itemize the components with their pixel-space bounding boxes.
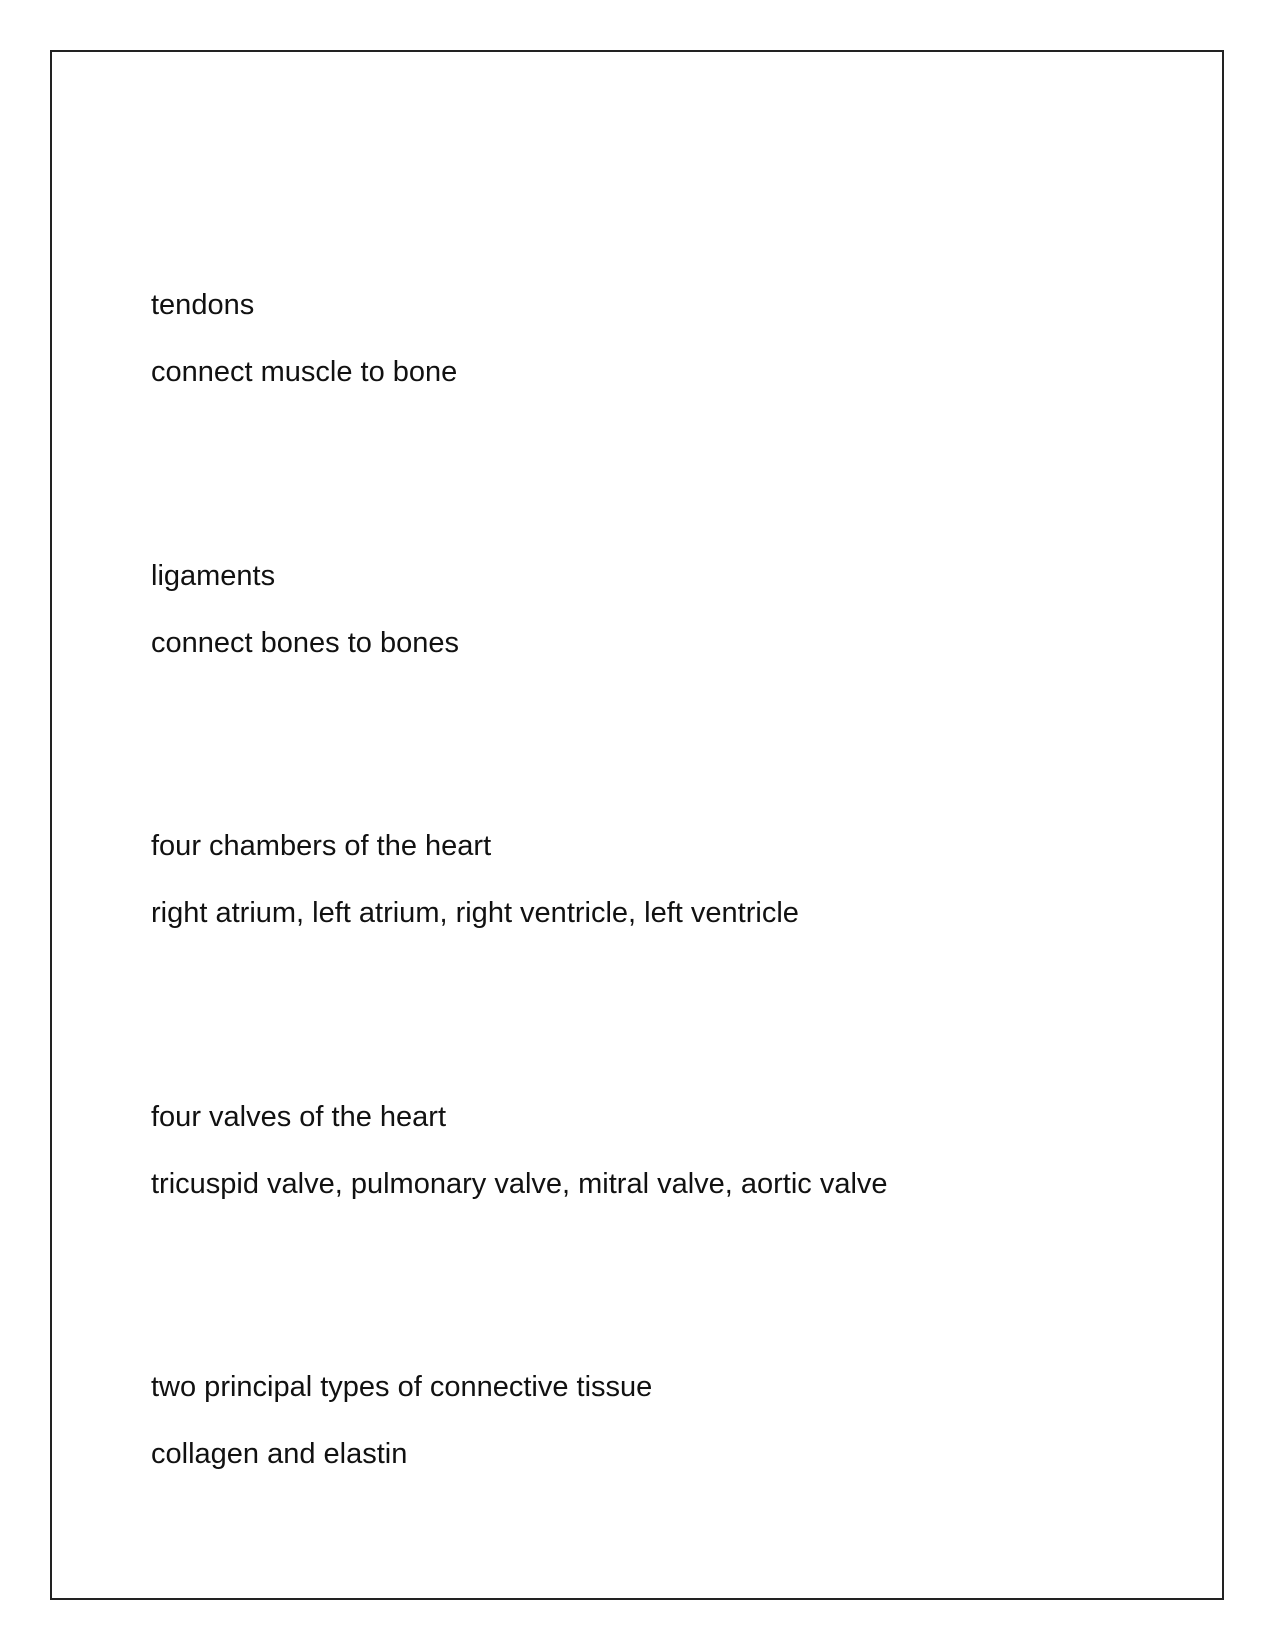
flashcard-entry <box>151 287 457 390</box>
term-text: tendons <box>151 289 255 321</box>
term-text: ligaments <box>151 560 276 592</box>
page-border <box>50 50 1224 1600</box>
flashcard-entry <box>151 558 459 661</box>
flashcard-entry <box>151 1099 888 1202</box>
definition-text: right atrium, left atrium, right ventricle, left ventricle <box>151 897 799 929</box>
definition-text: connect bones to bones <box>151 627 459 659</box>
flashcard-entry <box>151 1369 652 1472</box>
definition-text: connect muscle to bone <box>151 356 458 388</box>
term-text: two principal types of connective tissue <box>151 1371 653 1403</box>
definition-text: tricuspid valve, pulmonary valve, mitral valve, aortic valve <box>151 1168 888 1200</box>
flashcard-entry <box>151 828 799 931</box>
term-text: four chambers of the heart <box>151 830 492 862</box>
term-text: four valves of the heart <box>151 1101 446 1133</box>
definition-text: collagen and elastin <box>151 1438 408 1470</box>
